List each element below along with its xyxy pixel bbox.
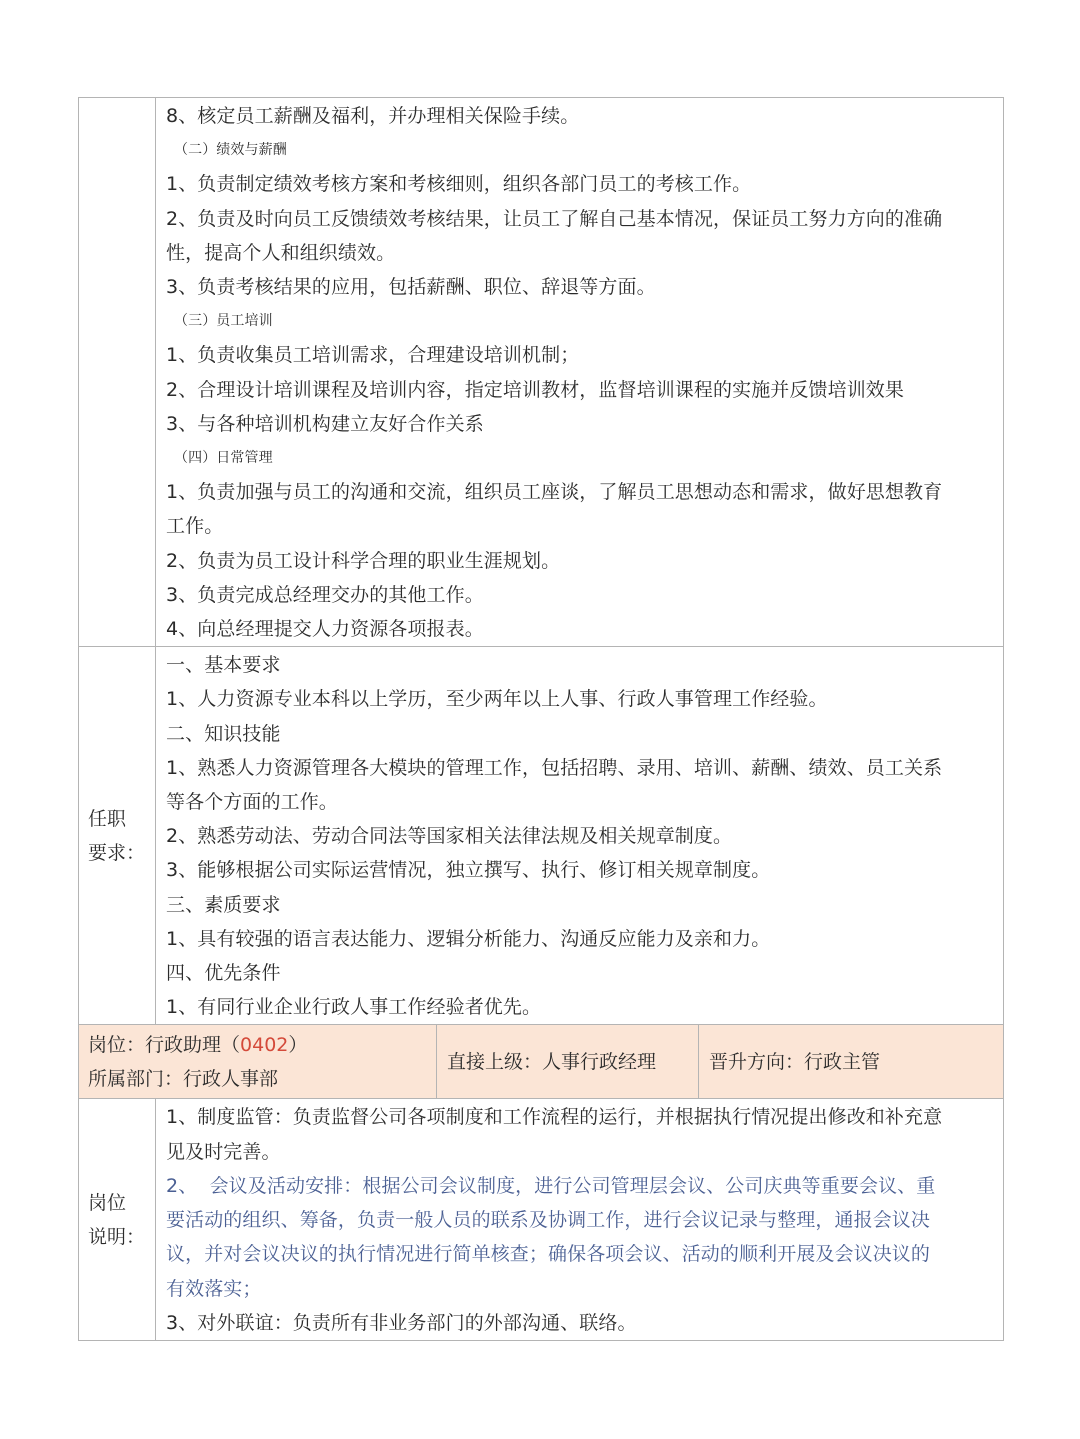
duty-line: 4、向总经理提交人力资源各项报表。 bbox=[166, 618, 484, 641]
position-description-row bbox=[79, 1099, 1004, 1340]
requirements-label bbox=[79, 647, 156, 1025]
duty-line: 1、负责加强与员工的沟通和交流，组织员工座谈，了解员工思想动态和需求，做好思想教育 bbox=[166, 481, 943, 504]
position-department: 所属部门：行政人事部 bbox=[88, 1068, 279, 1091]
requirement-line: 1、熟悉人力资源管理各大模块的管理工作，包括招聘、录用、培训、薪酬、绩效、员工关系 bbox=[166, 756, 943, 779]
position-description-content bbox=[156, 1099, 1004, 1340]
duties-content bbox=[156, 98, 1004, 647]
job-description-page bbox=[78, 97, 1003, 1341]
requirement-line: 1、人力资源专业本科以上学历，至少两年以上人事、行政人事管理工作经验。 bbox=[166, 688, 828, 711]
promotion-direction: 晋升方向：行政主管 bbox=[709, 1050, 881, 1073]
duties-row bbox=[79, 98, 1004, 647]
requirement-line: 1、有同行业企业行政人事工作经验者优先。 bbox=[166, 996, 542, 1019]
job-description-table bbox=[78, 97, 1004, 1341]
position-header-row bbox=[79, 1025, 1004, 1099]
direct-supervisor: 直接上级：人事行政经理 bbox=[447, 1050, 657, 1073]
position-description-label bbox=[79, 1099, 156, 1340]
requirements-label-line2: 要求： bbox=[88, 841, 146, 864]
duty-line: 工作。 bbox=[166, 515, 224, 538]
duty-section-heading: （二）绩效与薪酬 bbox=[174, 142, 287, 159]
position-title-cell bbox=[79, 1025, 437, 1099]
duty-line: 性，提高个人和组织绩效。 bbox=[166, 241, 396, 264]
position-code: 0402 bbox=[240, 1034, 289, 1057]
requirement-heading: 四、优先条件 bbox=[166, 962, 281, 985]
description-line: 1、制度监管：负责监督公司各项制度和工作流程的运行，并根据执行情况提出修改和补充意 bbox=[166, 1106, 943, 1129]
description-line: 3、对外联谊：负责所有非业务部门的外部沟通、联络。 bbox=[166, 1311, 637, 1334]
description-line: 议，并对会议决议的执行情况进行简单核查；确保各项会议、活动的顺利开展及会议决议的 bbox=[166, 1243, 931, 1266]
description-line: 要活动的组织、筹备，负责一般人员的联系及协调工作，进行会议记录与整理，通报会议决 bbox=[166, 1209, 931, 1232]
description-line: 2、 会议及活动安排：根据公司会议制度，进行公司管理层会议、公司庆典等重要会议、重 bbox=[166, 1174, 936, 1197]
requirement-heading: 三、素质要求 bbox=[166, 893, 281, 916]
duty-line: 2、合理设计培训课程及培训内容，指定培训教材，监督培训课程的实施并反馈培训效果 bbox=[166, 378, 904, 401]
duty-line: 1、负责制定绩效考核方案和考核细则，组织各部门员工的考核工作。 bbox=[166, 173, 752, 196]
duty-section-heading: （四）日常管理 bbox=[174, 450, 273, 467]
requirements-label-line1: 任职 bbox=[88, 807, 127, 830]
position-description-label-line1: 岗位 bbox=[88, 1191, 127, 1214]
duty-line: 3、与各种培训机构建立友好合作关系 bbox=[166, 412, 484, 435]
position-description-label-line2: 说明： bbox=[88, 1225, 146, 1248]
duty-line: 8、核定员工薪酬及福利，并办理相关保险手续。 bbox=[166, 105, 580, 127]
description-line: 见及时完善。 bbox=[166, 1140, 281, 1163]
requirement-line: 1、具有较强的语言表达能力、逻辑分析能力、沟通反应能力及亲和力。 bbox=[166, 927, 771, 950]
requirements-row bbox=[79, 647, 1004, 1025]
requirement-heading: 二、知识技能 bbox=[166, 722, 281, 745]
description-line: 有效落实； bbox=[166, 1277, 262, 1300]
requirement-line: 等各个方面的工作。 bbox=[166, 791, 338, 814]
requirements-content bbox=[156, 647, 1004, 1025]
requirement-line: 2、熟悉劳动法、劳动合同法等国家相关法律法规及相关规章制度。 bbox=[166, 825, 733, 848]
duty-line: 1、负责收集员工培训需求，合理建设培训机制； bbox=[166, 344, 580, 367]
requirement-line: 3、能够根据公司实际运营情况，独立撰写、执行、修订相关规章制度。 bbox=[166, 859, 771, 882]
duties-label-cell bbox=[79, 98, 156, 647]
position-title: 岗位：行政助理（0402） bbox=[88, 1034, 308, 1057]
duty-section-heading: （三）员工培训 bbox=[174, 313, 273, 330]
duty-line: 2、负责及时向员工反馈绩效考核结果，让员工了解自己基本情况，保证员工努力方向的准确 bbox=[166, 207, 943, 230]
duty-line: 3、负责考核结果的应用，包括薪酬、职位、辞退等方面。 bbox=[166, 276, 656, 299]
duty-line: 2、负责为员工设计科学合理的职业生涯规划。 bbox=[166, 549, 561, 572]
duty-line: 3、负责完成总经理交办的其他工作。 bbox=[166, 583, 484, 606]
promotion-cell bbox=[699, 1025, 1004, 1099]
supervisor-cell bbox=[437, 1025, 699, 1099]
requirement-heading: 一、基本要求 bbox=[166, 654, 281, 677]
